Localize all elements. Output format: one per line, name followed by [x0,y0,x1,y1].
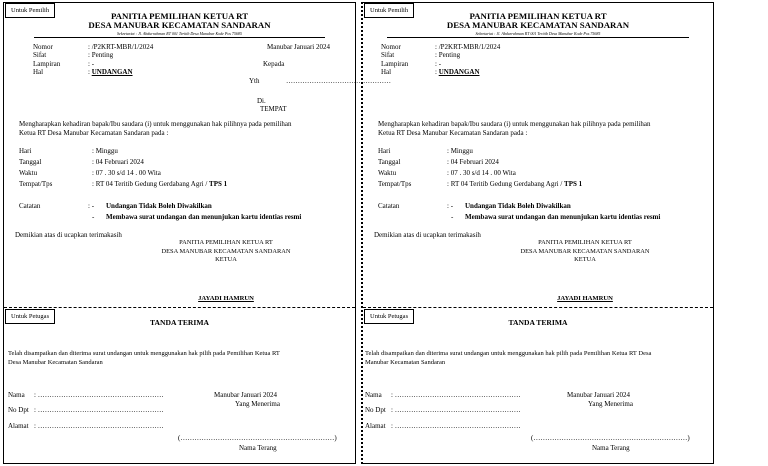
signer-name: JAYADI HAMRUN [557,295,613,302]
nomor-label: Nomor [33,43,53,51]
header-rule [387,37,689,38]
note-bring-id: Membawa surat undangan dan menunjukan kartu identias resmi [106,213,302,221]
village-title: DESA MANUBAR KECAMATAN SANDARAN [446,20,630,30]
signature-village: DESA MANUBAR KECAMATAN SANDARAN [520,248,650,255]
lampiran-label: Lampiran [381,60,409,68]
tempat-tps-value: : RT 04 Teritib Gedung Gerdabang Agri / TPS 1 [92,180,228,188]
hal-value: : UNDANGAN [435,68,480,76]
body-line-2: Ketua RT Desa Manubar Kecamatan Sandaran pada : [378,129,528,137]
nomor-value: : /P2KRT-MBR/1/2024 [435,43,501,51]
waktu-label: Waktu [378,169,397,177]
tanggal-label: Tanggal [378,158,401,166]
note-dash: - [451,213,454,221]
receipt-title: TANDA TERIMA [150,318,209,327]
secretariat-address: Sekretariat : Jl. Abdurrahman RT 001 Teritib Desa Manubar Kode Pos 75685 [117,31,242,36]
catatan-label: Catatan [378,202,400,210]
tempat-tps-label: Tempat/Tps [378,180,412,188]
hal-label: Hal [381,68,392,76]
nomor-label: Nomor [381,43,401,51]
voter-copy-tag: Untuk Pemilih [364,3,414,18]
invitation-sheet-right [361,2,714,464]
hari-value: : Minggu [447,147,473,155]
yth-label: Yth [249,77,260,85]
receipt-nodpt-field[interactable]: : ……………………………………………… [34,406,164,414]
receipt-signature-dots: (…………………………………………………………) [178,434,337,442]
waktu-label: Waktu [19,169,38,177]
hal-value: : UNDANGAN [88,68,133,76]
note-no-proxy: Undangan Tidak Boleh Diwakilkan [465,202,571,210]
receipt-nodpt-label: No Dpt [365,406,386,414]
yang-menerima: Yang Menerima [235,400,280,408]
receipt-alamat-field[interactable]: : ……………………………………………… [34,422,164,430]
nomor-value: : /P2KRT-MBR/1/2024 [88,43,154,51]
signature-role: KETUA [215,256,237,263]
tempat-tps-value: : RT 04 Teritib Gedung Gerdabang Agri / TPS 1 [447,180,583,188]
hari-label: Hari [378,147,391,155]
receipt-nama-field[interactable]: : ……………………………………………… [34,391,164,399]
body-line-1: Mengharapkan kehadiran bapak/Ibu saudara (i) untuk menggunakan hak pilihnya pada pemilihan [378,120,651,128]
catatan-label: Catatan [19,202,41,210]
receipt-nama-label: Nama [8,391,25,399]
tempat-label: TEMPAT [260,105,287,113]
sifat-value: : Penting [435,51,461,59]
officer-copy-tag: Untuk Petugas [5,309,55,324]
hal-label: Hal [33,68,44,76]
di-label: Di. [257,97,266,105]
receipt-nama-label: Nama [365,391,382,399]
receipt-alamat-label: Alamat [365,422,386,430]
signature-committee: PANITIA PEMILIHAN KETUA RT [538,239,632,246]
receipt-place-date: Manubar Januari 2024 [214,391,277,399]
receipt-alamat-label: Alamat [8,422,29,430]
invitation-sheet-left [3,2,391,464]
receipt-body-1: Telah disampaikan dan diterima surat undangan untuk menggunakan hak pilih pada Pemilihan Ketua RT [8,350,280,357]
lampiran-value: : - [435,60,442,68]
note-no-proxy: Undangan Tidak Boleh Diwakilkan [106,202,212,210]
sifat-label: Sifat [381,51,395,59]
tempat-tps-label: Tempat/Tps [19,180,53,188]
header-rule [34,37,325,38]
village-title: DESA MANUBAR KECAMATAN SANDARAN [88,20,271,30]
sifat-value: : Penting [88,51,114,59]
recipient-dots: ……………………………………… [286,77,391,85]
committee-title: PANITIA PEMILIHAN KETUA RT [110,11,249,21]
receipt-nama-field[interactable]: : ……………………………………………… [391,391,521,399]
receipt-alamat-field[interactable]: : ……………………………………………… [391,422,521,430]
receipt-body-2: Desa Manubar Kecamatan Sandaran [8,359,103,366]
closing-text: Demikian atas di ucapkan terimakasih [15,231,122,239]
receipt-body-2: Manubar Kecamatan Sandaran [365,359,446,366]
body-line-2: Ketua RT Desa Manubar Kecamatan Sandaran pada : [19,129,169,137]
cut-line [363,307,713,308]
receipt-nama-terang: Nama Terang [239,444,277,452]
note-dash: - [92,213,95,221]
kepada-label: Kepada [263,60,285,68]
catatan-colon: : - [447,202,454,210]
catatan-colon: : - [88,202,95,210]
lampiran-value: : - [88,60,95,68]
receipt-nodpt-label: No Dpt [8,406,29,414]
tanggal-label: Tanggal [19,158,42,166]
tanggal-value: : 04 Februari 2024 [447,158,499,166]
officer-copy-tag: Untuk Petugas [364,309,414,324]
yang-menerima: Yang Menerima [588,400,633,408]
waktu-value: : 07 . 30 s/d 14 . 00 Wita [447,169,516,177]
voter-copy-tag: Untuk Pemilih [5,3,55,18]
place-date: Manubar Januari 2024 [267,43,330,51]
receipt-body-1: Telah disampaikan dan diterima surat undangan untuk menggunakan hak pilih pada Pemilihan Ketua RT Desa [365,350,652,357]
sifat-label: Sifat [33,51,47,59]
committee-title: PANITIA PEMILIHAN KETUA RT [469,11,607,21]
signer-name: JAYADI HAMRUN [198,295,254,302]
body-line-1: Mengharapkan kehadiran bapak/Ibu saudara (i) untuk menggunakan hak pilihnya pada pemilihan [19,120,292,128]
tanggal-value: : 04 Februari 2024 [92,158,144,166]
lampiran-label: Lampiran [33,60,61,68]
receipt-title: TANDA TERIMA [508,318,568,327]
signature-committee: PANITIA PEMILIHAN KETUA RT [179,239,273,246]
receipt-nodpt-field[interactable]: : ……………………………………………… [391,406,521,414]
waktu-value: : 07 . 30 s/d 14 . 00 Wita [92,169,161,177]
secretariat-address: Sekretariat : Jl. Abdurrahman RT 001 Teritib Desa Manubar Kode Pos 75685 [475,31,601,36]
receipt-place-date: Manubar Januari 2024 [567,391,630,399]
note-bring-id: Membawa surat undangan dan menunjukan kartu identias resmi [465,213,661,221]
signature-role: KETUA [574,256,596,263]
signature-village: DESA MANUBAR KECAMATAN SANDARAN [161,248,291,255]
closing-text: Demikian atas di ucapkan terimakasih [374,231,481,239]
receipt-nama-terang: Nama Terang [592,444,630,452]
receipt-signature-dots: (…………………………………………………………) [531,434,690,442]
hari-value: : Minggu [92,147,118,155]
hari-label: Hari [19,147,32,155]
cut-line [4,307,355,308]
